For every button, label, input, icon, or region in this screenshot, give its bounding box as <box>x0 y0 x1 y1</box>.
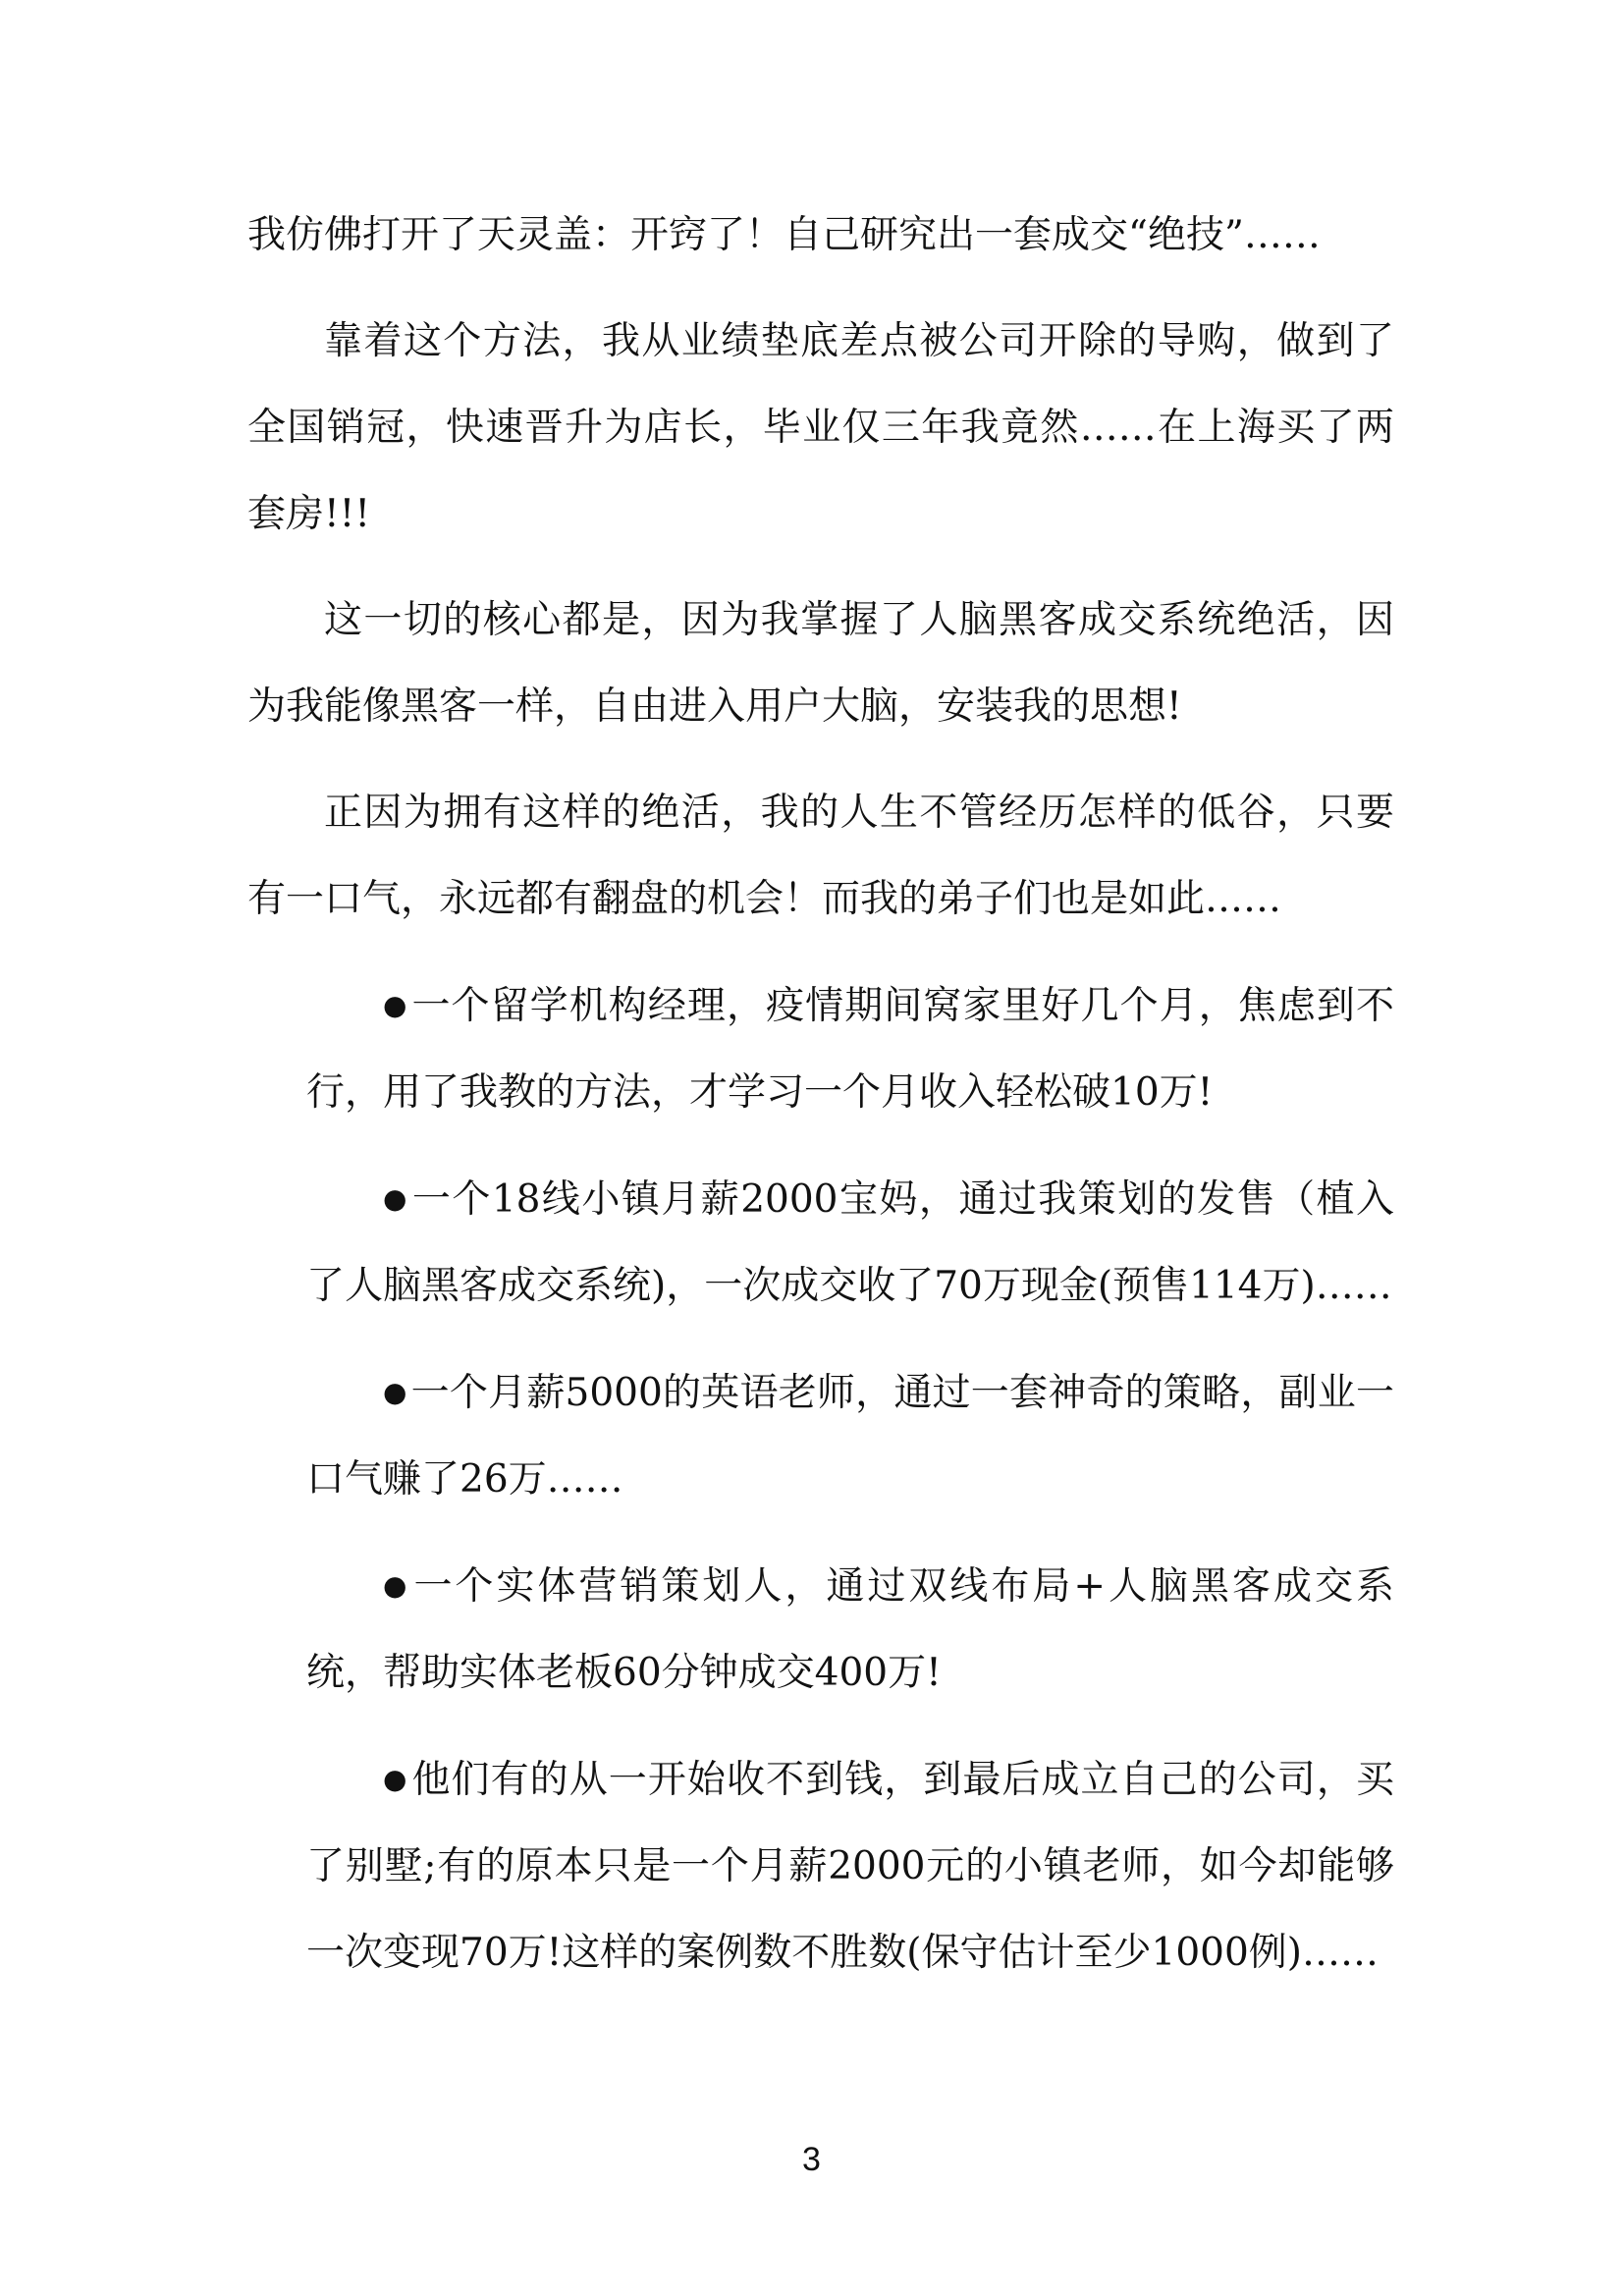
bullet-text: 一个留学机构经理，疫情期间窝家里好几个月，焦虑到不行，用了我教的方法，才学习一个月收入轻松破10万! <box>306 984 1394 1115</box>
bullet-icon: ● <box>383 1182 408 1215</box>
bullet-text: 一个18线小镇月薪2000宝妈，通过我策划的发售（植入了人脑黑客成交系统)，一次成交收了70万现金(预售114万)…… <box>306 1177 1394 1308</box>
bullet-item-1 <box>306 962 1394 1136</box>
paragraph-4: 正因为拥有这样的绝活，我的人生不管经历怎样的低谷，只要有一口气，永远都有翻盘的机会！而我的弟子们也是如此…… <box>247 791 1394 921</box>
page-number: 3 <box>802 2141 821 2178</box>
bullet-icon: ● <box>383 1376 407 1408</box>
paragraph-3: 这一切的核心都是，因为我掌握了人脑黑客成交系统绝活，因为我能像黑客一样，自由进入用户大脑，安装我的思想! <box>247 598 1394 729</box>
bullet-item-4 <box>306 1543 1394 1717</box>
bullet-text: 他们有的从一开始收不到钱，到最后成立自己的公司，买了别墅;有的原本只是一个月薪2000元的小镇老师，如今却能够一次变现70万!这样的案例数不胜数(保守估计至少1000例)…… <box>306 1758 1394 1975</box>
bullet-icon: ● <box>383 1569 410 1602</box>
bullet-list <box>247 962 1394 1996</box>
bullet-text: 一个实体营销策划人，通过双线布局+人脑黑客成交系统，帮助实体老板60分钟成交400万! <box>306 1564 1394 1695</box>
bullet-icon: ● <box>383 989 408 1021</box>
bullet-text: 一个月薪5000的英语老师，通过一套神奇的策略，副业一口气赚了26万…… <box>306 1371 1394 1502</box>
bullet-item-5 <box>306 1736 1394 1996</box>
document-body <box>247 192 1394 2016</box>
paragraph-1: 我仿佛打开了天灵盖：开窍了！自己研究出一套成交“绝技”…… <box>247 213 1321 257</box>
paragraph-2: 靠着这个方法，我从业绩垫底差点被公司开除的导购，做到了全国销冠，快速晋升为店长，毕业仅三年我竟然……在上海买了两套房!!! <box>247 319 1394 536</box>
bullet-item-2 <box>306 1156 1394 1330</box>
bullet-icon: ● <box>383 1763 408 1795</box>
bullet-item-3 <box>306 1349 1394 1523</box>
